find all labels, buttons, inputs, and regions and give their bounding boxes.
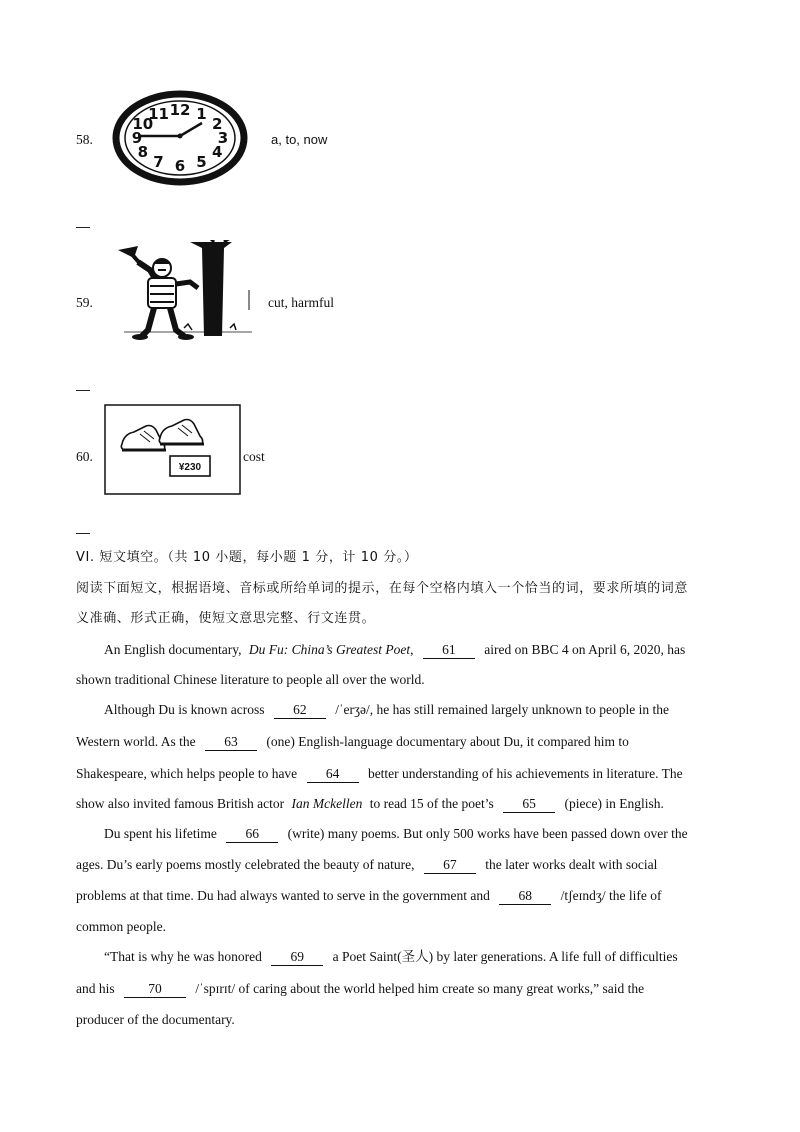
- passage-line: [76, 855, 657, 875]
- blank-70[interactable]: 70: [124, 981, 186, 998]
- passage-line: common people.: [76, 919, 166, 934]
- passage-text: aired on BBC 4 on April 6, 2020, has: [484, 642, 686, 657]
- passage-line: producer of the documentary.: [76, 1012, 235, 1027]
- passage-text: a Poet Saint(圣人) by later generations. A life full of difficulties: [332, 949, 678, 964]
- blank-68[interactable]: 68: [499, 888, 551, 905]
- answer-dash: [76, 227, 90, 228]
- passage-text: show also invited famous British actor: [76, 796, 285, 811]
- passage-text: “That is why he was honored: [104, 949, 262, 964]
- passage-line: [104, 640, 685, 660]
- blank-67[interactable]: 67: [424, 857, 476, 874]
- passage-text: (one) English-language documentary about Du, it compared him to: [266, 734, 629, 749]
- passage-text: problems at that time. Du had always wanted to serve in the government and: [76, 888, 490, 903]
- clock-numeral: 2: [211, 115, 223, 133]
- passage-line: [76, 979, 644, 999]
- passage-text: (write) many poems. But only 500 works have been passed down over the: [287, 826, 688, 841]
- passage-text: Du spent his lifetime: [104, 826, 217, 841]
- passage-text: ages. Du’s early poems mostly celebrated the beauty of nature,: [76, 857, 415, 872]
- passage-text: /ˈerʒə/, he has still remained largely unknown to people in the: [335, 702, 670, 717]
- answer-dash: [76, 533, 90, 534]
- clock-numeral: 4: [211, 143, 223, 161]
- sneakers-picture: [104, 404, 242, 496]
- actor-name: Ian Mckellen: [291, 796, 363, 811]
- hint-words: cut, harmful: [268, 295, 334, 310]
- passage-line: [76, 764, 683, 784]
- clock-icon: [110, 90, 250, 186]
- passage-line: [104, 824, 688, 844]
- passage-text: Shakespeare, which helps people to have: [76, 766, 298, 781]
- blank-66[interactable]: 66: [226, 826, 278, 843]
- clock-numeral: 3: [217, 129, 229, 147]
- blank-65[interactable]: 65: [503, 796, 555, 813]
- passage-text: better understanding of his achievements in literature. The: [367, 766, 683, 781]
- clock-numeral: 1: [196, 104, 207, 123]
- blank-69[interactable]: 69: [271, 949, 323, 966]
- question-number: 60.: [76, 449, 93, 464]
- question-number: 58.: [76, 132, 93, 147]
- clock-numeral: 6: [174, 157, 186, 175]
- hint-words: a, to, now: [271, 132, 328, 147]
- documentary-title: Du Fu: China’s Greatest Poet: [248, 642, 411, 657]
- hint-words: cost: [243, 449, 265, 464]
- price-tag: ¥230: [178, 462, 202, 473]
- passage-line: [76, 886, 661, 906]
- sneakers-price-icon: [104, 404, 242, 496]
- passage-line: [104, 947, 678, 967]
- clock-numeral: 9: [131, 129, 143, 147]
- passage-text: Although Du is known across: [104, 702, 265, 717]
- passage-text: Western world. As the: [76, 734, 196, 749]
- passage-text: the later works dealt with social: [485, 857, 658, 872]
- instruction-line: 阅读下面短文，根据语境、音标或所给单词的提示，在每个空格内填入一个恰当的词，要求所填的词意: [76, 581, 689, 596]
- passage-text: /ˈspɪrɪt/ of caring about the world helped him create so many great works,” said the: [195, 981, 645, 996]
- answer-dash: [76, 390, 90, 391]
- man-chopping-tree-icon: [104, 240, 254, 344]
- blank-64[interactable]: 64: [307, 766, 359, 783]
- blank-63[interactable]: 63: [205, 734, 257, 751]
- section-heading: VI. 短文填空。（共 10 小题，每小题 1 分，计 10 分。）: [76, 550, 418, 565]
- clock-numeral: 11: [148, 104, 169, 123]
- passage-line: [76, 732, 629, 752]
- passage-line: shown traditional Chinese literature to people all over the world.: [76, 672, 425, 687]
- passage-text: ,: [410, 642, 414, 657]
- clock-numeral: 5: [196, 153, 207, 172]
- blank-62[interactable]: 62: [274, 702, 326, 719]
- blank-61[interactable]: 61: [423, 642, 475, 659]
- passage-line: [104, 700, 669, 720]
- passage-line: [76, 794, 664, 814]
- passage-text: (piece) in English.: [564, 796, 664, 811]
- clock-numeral: 10: [132, 115, 154, 133]
- instruction-line: 义准确、形式正确，使短文意思完整、行文连贯。: [76, 611, 376, 626]
- chopping-picture: [104, 240, 254, 344]
- clock-numeral: 8: [137, 143, 149, 161]
- clock-picture: [110, 90, 250, 186]
- clock-numeral: 7: [153, 153, 164, 172]
- passage-text: and his: [76, 981, 115, 996]
- clock-numeral: 12: [169, 101, 191, 119]
- question-number: 59.: [76, 295, 93, 310]
- passage-text: /tʃeɪndʒ/ the life of: [560, 888, 662, 903]
- passage-text: to read 15 of the poet’s: [369, 796, 494, 811]
- passage-text: An English documentary,: [104, 642, 242, 657]
